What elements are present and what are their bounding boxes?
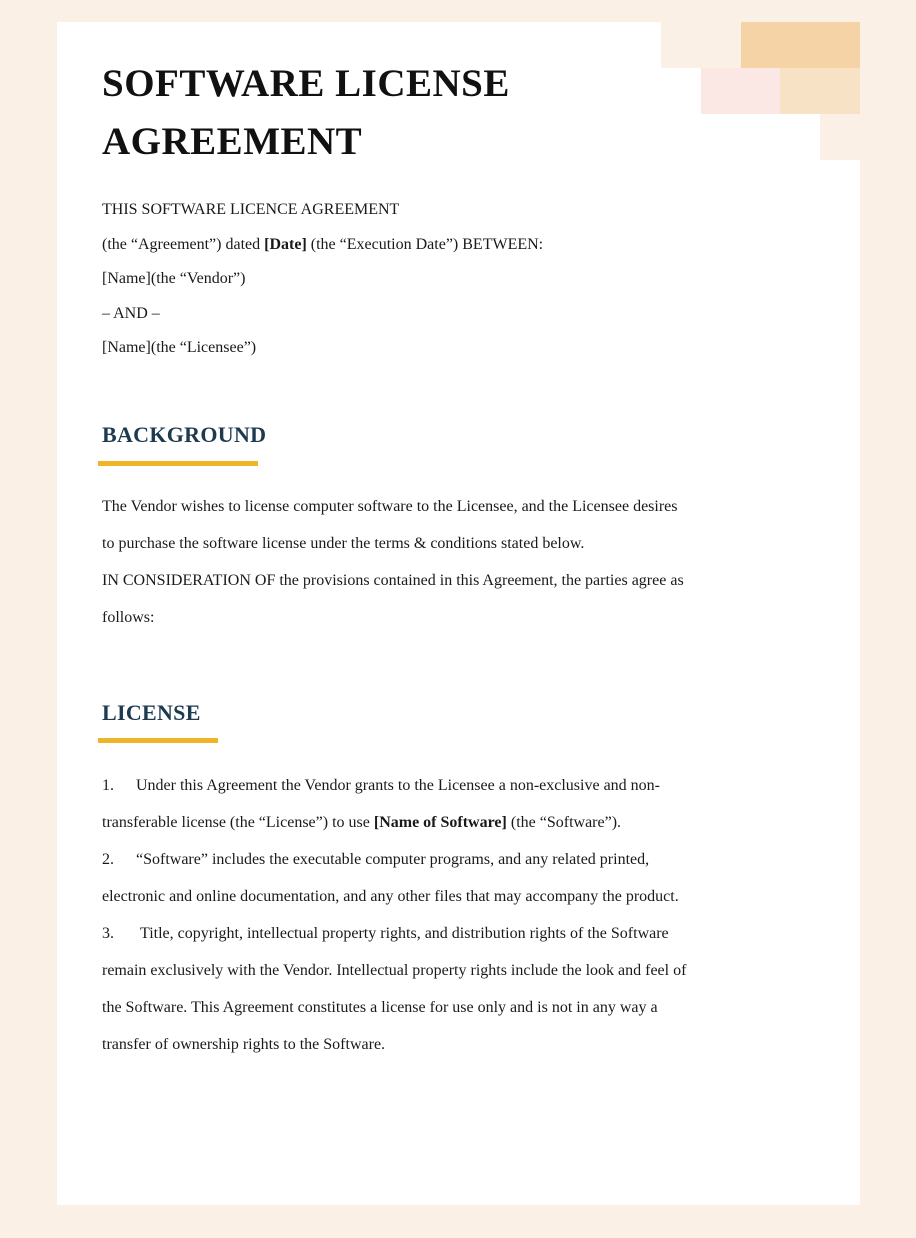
item-number: 1.: [102, 777, 114, 794]
decorative-block: [701, 68, 780, 114]
vendor-name: [Name](the “Vendor”): [102, 270, 246, 287]
agreement-date-line: [102, 228, 543, 263]
software-name-placeholder: [Name of Software]: [373, 814, 507, 831]
license-line-suffix: (the “Software”).: [506, 814, 622, 831]
background-line: to purchase the software license under the terms & conditions stated below.: [102, 535, 585, 552]
and-separator: – AND –: [102, 304, 160, 322]
date-line-prefix: (the “Agreement”) dated: [102, 235, 265, 253]
decorative-block: [820, 114, 860, 160]
title-line-2: AGREEMENT: [102, 120, 363, 163]
background-text: [102, 488, 822, 636]
license-line: remain exclusively with the Vendor. Intellectual property rights include the look and feel of: [102, 962, 687, 979]
background-line: follows:: [102, 609, 155, 626]
decorative-block: [780, 68, 860, 114]
background-line: The Vendor wishes to license computer software to the Licensee, and the Licensee desires: [102, 498, 678, 515]
license-heading: LICENSE: [102, 700, 201, 725]
decorative-block: [661, 22, 741, 68]
license-line: “Software” includes the executable computer programs, and any related printed,: [136, 851, 650, 868]
background-heading: BACKGROUND: [102, 422, 267, 447]
date-placeholder: [Date]: [264, 235, 307, 253]
parties-block: [102, 193, 543, 366]
agreement-intro: THIS SOFTWARE LICENCE AGREEMENT: [102, 201, 400, 218]
license-underline: [98, 738, 218, 743]
decorative-block: [741, 22, 860, 68]
title-line-1: SOFTWARE LICENSE: [102, 62, 510, 105]
license-line: transfer of ownership rights to the Software.: [102, 1036, 386, 1053]
licensee-name: [Name](the “Licensee”): [102, 339, 257, 356]
item-number: 3.: [102, 925, 114, 942]
document-title: [102, 55, 622, 171]
license-text: [102, 767, 822, 1063]
license-line-prefix: transferable license (the “License”) to use: [102, 814, 374, 831]
license-line: [102, 804, 822, 841]
license-item-2: [102, 841, 822, 878]
license-item-1: [102, 767, 822, 804]
license-item-3: [102, 915, 822, 952]
date-line-suffix: (the “Execution Date”) BETWEEN:: [306, 235, 544, 253]
license-line: Under this Agreement the Vendor grants to the Licensee a non-exclusive and non-: [136, 777, 660, 794]
license-line: electronic and online documentation, and any other files that may accompany the product.: [102, 888, 679, 905]
license-line: the Software. This Agreement constitutes a license for use only and is not in any way a: [102, 999, 658, 1016]
background-line: IN CONSIDERATION OF the provisions contained in this Agreement, the parties agree as: [102, 572, 684, 589]
background-underline: [98, 461, 258, 466]
item-number: 2.: [102, 851, 114, 868]
license-line: Title, copyright, intellectual property rights, and distribution rights of the Software: [140, 925, 669, 942]
